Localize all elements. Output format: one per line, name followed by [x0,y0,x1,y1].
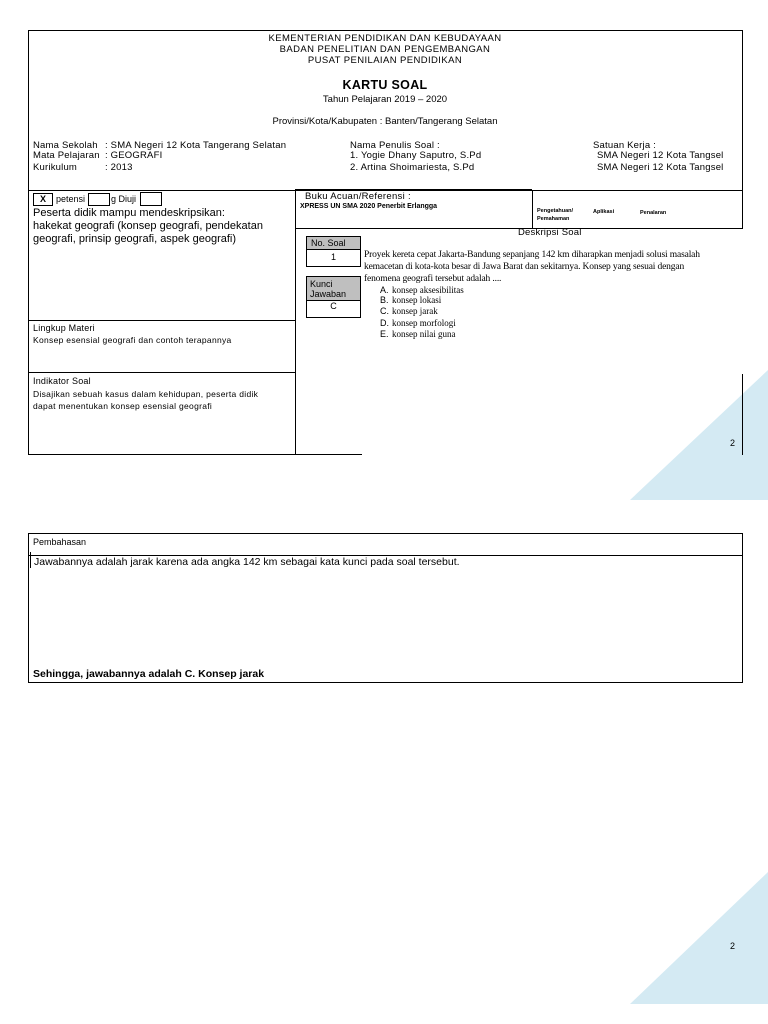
answer-key-header [306,276,361,301]
page-number: 2 [730,438,736,448]
competence-label-fragment: petensi [56,194,86,204]
scope-value: Konsep esensial geografi dan contoh terapannya [33,335,232,345]
card-border-top [28,30,743,31]
question-stem-line: kemacetan di kota-kota besar di Jawa Barat dan sekitarnya. Konsep yang sesuai dengan [364,262,685,272]
page-number: 2 [730,941,736,951]
text-box-edge-mark [30,552,31,568]
option-letter: E. [380,329,389,339]
empty-check-box [140,192,162,206]
discussion-label: Pembahasan [33,537,87,547]
competence-top-rule [28,190,295,191]
empty-check-box [88,193,110,206]
indicator-label: Indikator Soal [33,376,91,386]
option-text: konsep morfologi [392,318,456,328]
work-unit-label: Satuan Kerja : [593,140,657,151]
academic-year: Tahun Pelajaran 2019 – 2020 [322,94,448,105]
center-name: PUSAT PENILAIAN PENDIDIKAN [307,55,463,66]
option-text: konsep aksesibilitas [392,285,464,295]
scope-top-rule [28,320,295,321]
subject-label: Mata Pelajaran [33,150,100,161]
option-text: konsep lokasi [392,295,442,305]
agency-name: BADAN PENELITIAN DAN PENGEMBANGAN [279,44,491,55]
school-name-label: Nama Sekolah [33,140,98,151]
reference-divider [532,190,533,228]
discussion-conclusion: Sehingga, jawabannya adalah C. Konsep jarak [33,668,265,680]
work-unit-item: SMA Negeri 12 Kota Tangsel [597,150,724,161]
card-border-right-upper [742,30,743,229]
work-unit-item: SMA Negeri 12 Kota Tangsel [597,162,724,173]
reference-value: XPRESS UN SMA 2020 Penerbit Erlangga [300,203,438,210]
competence-description-line: Peserta didik mampu mendeskripsikan: [33,207,225,219]
option-letter: A. [380,285,389,295]
competence-check-box: X [33,193,53,206]
description-label: Deskripsi Soal [518,227,582,238]
answer-key-header-line: Kunci [310,279,333,289]
scope-label: Lingkup Materi [33,323,95,333]
region-line: Provinsi/Kota/Kabupaten : Banten/Tangerang Selatan [272,116,498,127]
reference-label: Buku Acuan/Referensi : [305,191,411,202]
option-letter: B. [380,295,389,305]
cognitive-level-application: Aplikasi [593,209,615,215]
author-item: 1. Yogie Dhany Saputro, S.Pd [350,150,482,161]
school-name-value: : SMA Negeri 12 Kota Tangerang Selatan [105,140,287,151]
card-border-right-lower [742,374,743,455]
competence-description-line: hakekat geografi (konsep geografi, pendekatan [33,220,263,232]
indicator-top-rule [28,372,295,373]
authors-label: Nama Penulis Soal : [350,140,440,151]
question-number-header: No. Soal [306,236,361,250]
cognitive-level-knowledge: Pengetahuan/ [537,208,574,214]
answer-key-value: C [306,300,361,318]
corner-triangle-bottom [630,872,768,1004]
option-text: konsep jarak [392,306,438,316]
card-border-bottom [28,454,362,455]
question-stem-line: Proyek kereta cepat Jakarta-Bandung sepanjang 142 km diharapkan menjadi solusi masalah [364,250,700,260]
ministry-name: KEMENTERIAN PENDIDIKAN DAN KEBUDAYAAN [268,33,502,44]
answer-key-header-line: Jawaban [310,289,347,299]
option-letter: D. [380,318,389,328]
subject-value: : GEOGRAFI [105,150,163,161]
author-item: 2. Artina Shoimariesta, S.Pd [350,162,475,173]
competence-description-line: geografi, prinsip geografi, aspek geografi) [33,233,237,245]
discussion-explanation: Jawabannya adalah jarak karena ada angka 142 km sebagai kata kunci pada soal tersebut. [34,556,460,568]
card-title: KARTU SOAL [342,78,428,92]
option-letter: C. [380,306,389,316]
cognitive-level-reasoning: Penalaran [640,210,667,216]
curriculum-label: Kurikulum [33,162,78,173]
indicator-line: dapat menentukan konsep esensial geografi [33,401,213,411]
cognitive-top-rule [532,190,743,191]
card-border-left [28,30,29,455]
cognitive-level-knowledge: Pemahaman [537,216,570,222]
curriculum-value: : 2013 [105,162,133,173]
question-stem-line: fenomena geografi tersebut adalah .... [364,274,502,284]
option-text: konsep nilai guna [392,329,456,339]
indicator-line: Disajikan sebuah kasus dalam kehidupan, peserta didik [33,389,259,399]
corner-triangle-top [630,370,768,500]
question-number-value: 1 [306,249,361,267]
competence-label-fragment: g Diuji [111,194,137,204]
column-divider [295,190,296,455]
